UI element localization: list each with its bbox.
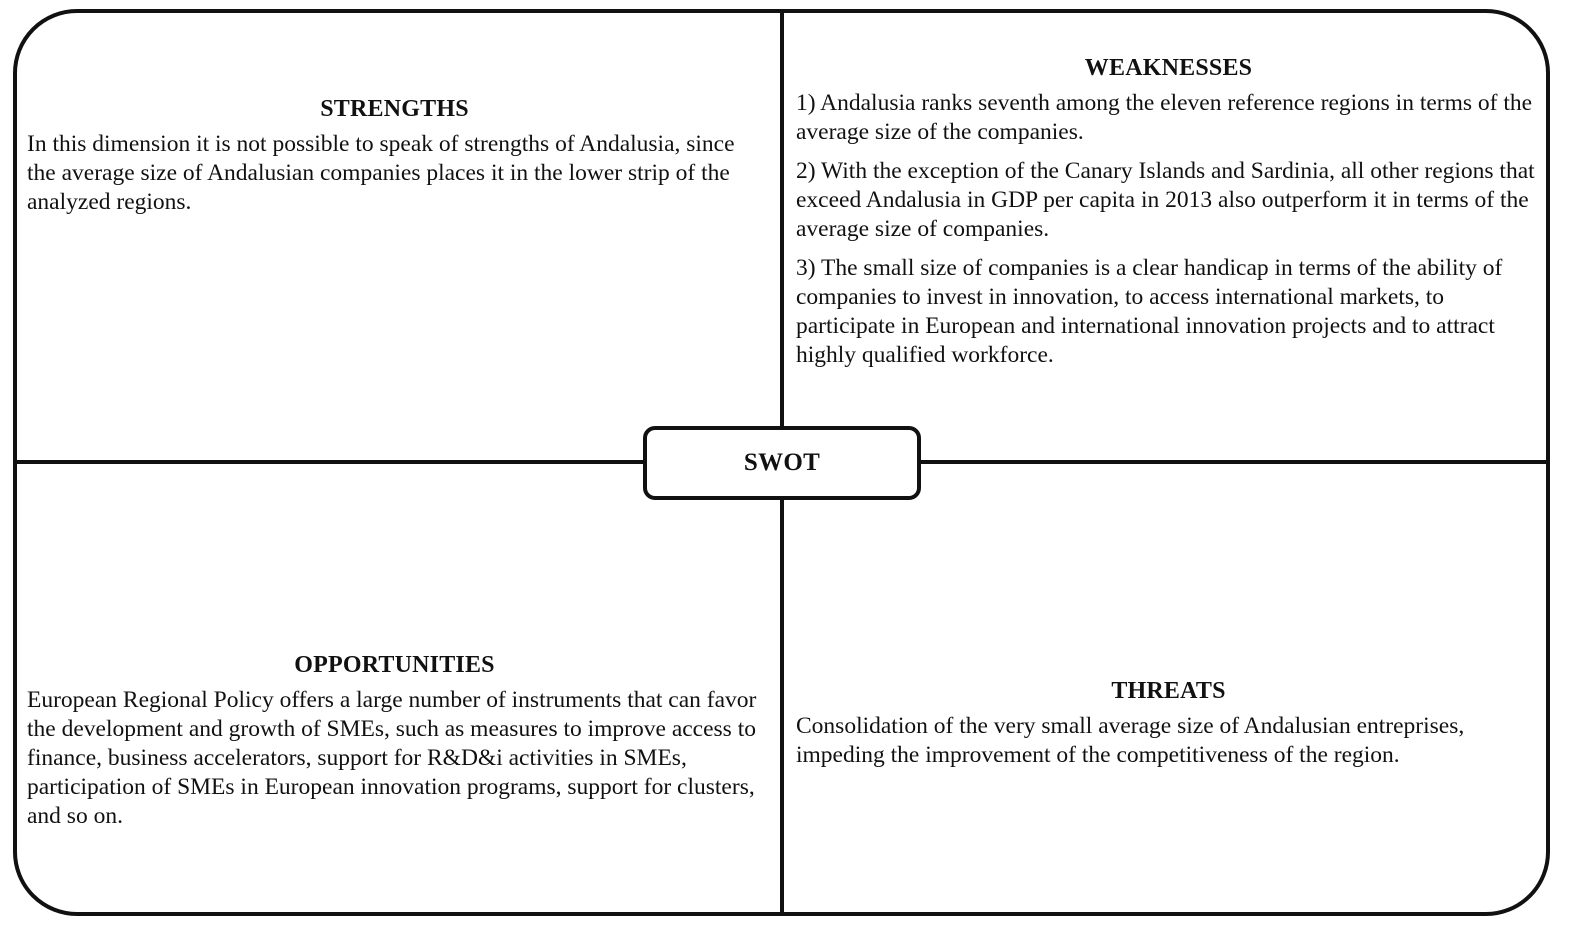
swot-label-text: SWOT xyxy=(743,449,821,476)
threats-quadrant xyxy=(796,677,1541,780)
threats-title: THREATS xyxy=(1111,678,1226,704)
strengths-text: In this dimension it is not possible to speak of strengths of Andalusia, since the average size of Andalusian companies places it in the lower strip of the analyzed regions. xyxy=(27,131,735,215)
weakness-item-2: 2) With the exception of the Canary Islands and Sardinia, all other regions that exceed Andalusia in GDP per capita in 2013 also outperform it in terms of the average size of companies. xyxy=(796,158,1535,242)
strengths-title: STRENGTHS xyxy=(320,96,469,122)
swot-center-label xyxy=(643,426,921,500)
threats-text: Consolidation of the very small average size of Andalusian entreprises, impeding the improvement of the competitiveness of the region. xyxy=(796,713,1465,768)
opportunities-title: OPPORTUNITIES xyxy=(294,652,495,678)
weaknesses-title: WEAKNESSES xyxy=(1084,55,1253,81)
weakness-item-3: 3) The small size of companies is a clear handicap in terms of the ability of companies to invest in innovation, to access international markets, to participate in European and international innovation projects and to attract highly qualified workforce. xyxy=(796,255,1503,368)
weaknesses-quadrant xyxy=(796,54,1541,380)
opportunities-quadrant xyxy=(27,651,762,841)
opportunities-text: European Regional Policy offers a large number of instruments that can favor the development and growth of SMEs, such as measures to improve access to finance, business accelerators, support for R&D&i activities in SMEs, participation of SMEs in European innovation programs, support for clusters, and so on. xyxy=(27,687,757,829)
weakness-item-1: 1) Andalusia ranks seventh among the eleven reference regions in terms of the average size of the companies. xyxy=(796,90,1533,145)
strengths-quadrant xyxy=(27,95,762,227)
